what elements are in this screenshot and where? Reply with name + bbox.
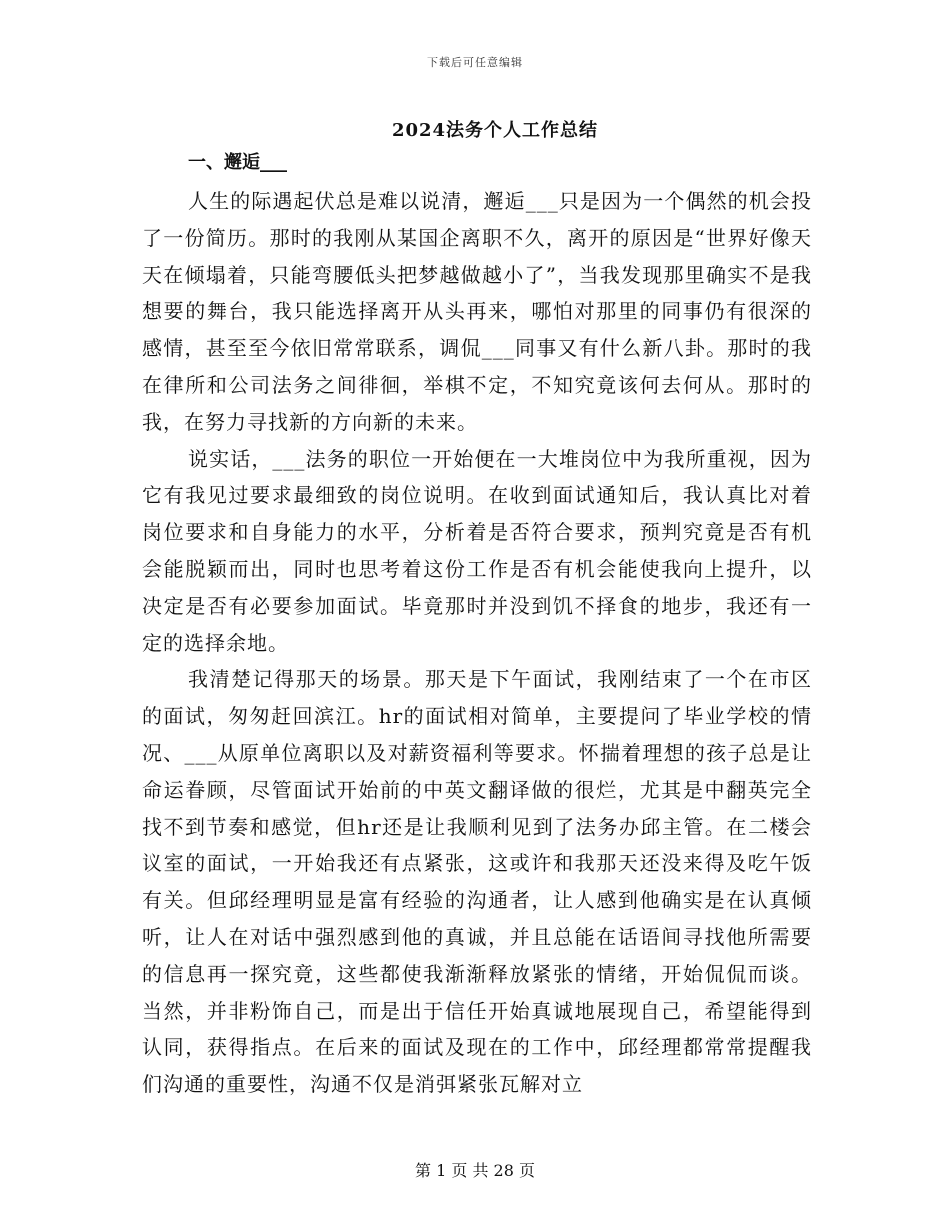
page-footer: 第 1 页 共 28 页	[415, 1161, 535, 1180]
document-title: 2024法务个人工作总结	[391, 120, 599, 141]
header-note: 下载后可任意编辑	[427, 56, 523, 69]
document-body	[142, 183, 812, 1103]
paragraph-3: 我清楚记得那天的场景。那天是下午面试，我刚结束了一个在市区的面试，匆匆赶回滨江。hr的面试相对简单，主要提问了毕业学校的情况、___从原单位离职以及对薪资福利等要求。怀揣着理想的孩子总是让命运眷顾，尽管面试开始前的中英文翻译做的很烂，尤其是中翻英完全找不到节奏和感觉，但hr还是让我顺利见到了法务办邱主管。在二楼会议室的面试，一开始我还有点紧张，这或许和我那天还没来得及吃午饭有关。但邱经理明显是富有经验的沟通者，让人感到他确实是在认真倾听，让人在对话中强烈感到他的真诚，并且总能在话语间寻找他所需要的信息再一探究竟，这些都使我渐渐释放紧张的情绪，开始侃侃而谈。当然，并非粉饰自己，而是出于信任开始真诚地展现自己，希望能得到认同，获得指点。在后来的面试及现在的工作中，邱经理都常常提醒我们沟通的重要性，沟通不仅是消弭紧张瓦解对立	[142, 667, 812, 1097]
section-heading: 一、邂逅___	[188, 152, 287, 173]
paragraph-2: 说实话，___法务的职位一开始便在一大堆岗位中为我所重视，因为它有我见过要求最细致的岗位说明。在收到面试通知后，我认真比对着岗位要求和自身能力的水平，分析着是否符合要求，预判究竟是否有机会能脱颖而出，同时也思考着这份工作是否有机会能使我向上提升，以决定是否有必要参加面试。毕竟那时并没到饥不择食的地步，我还有一定的选择余地。	[142, 446, 812, 655]
paragraph-1: 人生的际遇起伏总是难以说清，邂逅___只是因为一个偶然的机会投了一份简历。那时的我刚从某国企离职不久，离开的原因是“世界好像天天在倾塌着，只能弯腰低头把梦越做越小了”，当我发现那里确实不是我想要的舞台，我只能选择离开从头再来，哪怕对那里的同事仍有很深的感情，甚至至今依旧常常联系，调侃___同事又有什么新八卦。那时的我在律所和公司法务之间徘徊，举棋不定，不知究竟该何去何从。那时的我，在努力寻找新的方向新的未来。	[142, 189, 812, 434]
